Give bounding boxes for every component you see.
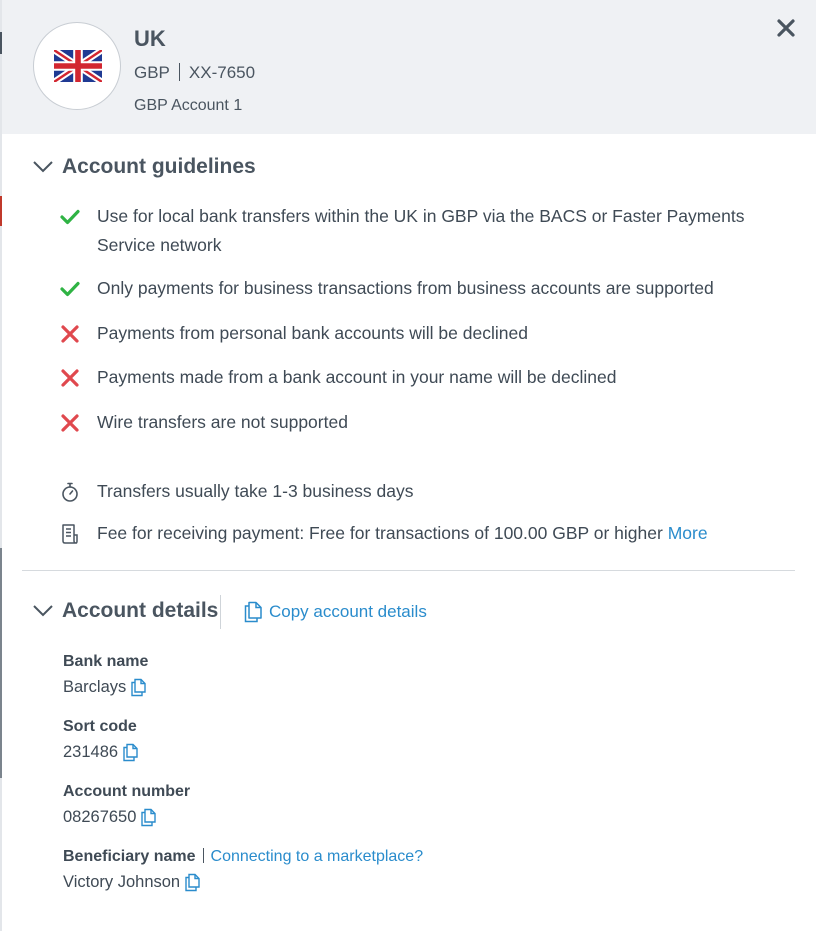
marketplace-link[interactable]: Connecting to a marketplace? [210, 848, 424, 865]
uk-flag-icon [54, 50, 102, 82]
fee-text-line [97, 519, 777, 548]
account-name: GBP Account 1 [134, 97, 243, 114]
check-icon [60, 274, 82, 303]
bank-name-row [63, 678, 147, 697]
fee-text: Fee for receiving payment: Free for transactions of 100.00 GBP or higher [97, 523, 663, 543]
fee-more-link[interactable]: More [667, 523, 708, 543]
copy-sort-code-icon[interactable] [122, 743, 139, 762]
cross-icon [60, 363, 82, 392]
chevron-down-icon [32, 604, 54, 618]
account-number-row [63, 808, 157, 827]
stopwatch-icon [60, 477, 82, 506]
bank-name-label: Bank name [63, 653, 149, 670]
sort-code-row [63, 743, 139, 762]
copy-account-details-label: Copy account details [269, 602, 427, 621]
separator [179, 63, 180, 81]
guideline-item [60, 319, 777, 348]
details-title: Account details [62, 599, 219, 622]
guideline-text: Only payments for business transactions from business accounts are supported [97, 278, 714, 298]
flag-badge [33, 22, 121, 110]
country-name: UK [134, 26, 166, 51]
close-button[interactable] [774, 16, 798, 40]
account-header [2, 0, 816, 134]
receipt-icon [60, 519, 82, 548]
bank-name-value: Barclays [63, 678, 127, 696]
cross-icon [60, 408, 82, 437]
beneficiary-label: Beneficiary name [63, 848, 196, 865]
copy-bank-name-icon[interactable] [130, 678, 147, 697]
copy-account-details-button[interactable] [220, 595, 427, 629]
beneficiary-value: Victory Johnson [63, 873, 181, 891]
sort-code-value: 231486 [63, 743, 119, 761]
masked-account-number: XX-7650 [188, 63, 256, 82]
currency-code: GBP [134, 63, 170, 82]
guideline-text: Wire transfers are not supported [97, 412, 348, 432]
transfer-time-text: Transfers usually take 1-3 business days [97, 481, 414, 501]
chevron-down-icon [32, 160, 54, 174]
edge-mark [0, 548, 2, 778]
beneficiary-label-row [63, 848, 423, 866]
left-edge [0, 0, 2, 931]
copy-account-number-icon[interactable] [140, 808, 157, 827]
account-number-label: Account number [63, 783, 191, 800]
copy-beneficiary-icon[interactable] [184, 873, 201, 892]
fee-item [60, 519, 777, 548]
guideline-item [60, 274, 777, 303]
guideline-item [60, 202, 777, 260]
guideline-item [60, 408, 777, 437]
account-number-value: 08267650 [63, 808, 137, 826]
section-divider [22, 570, 795, 571]
guideline-text: Payments made from a bank account in your name will be declined [97, 367, 617, 387]
guidelines-toggle[interactable] [32, 155, 256, 179]
close-icon [774, 16, 798, 40]
beneficiary-row [63, 873, 201, 892]
account-currency-line [134, 63, 255, 83]
details-toggle[interactable] [32, 599, 218, 623]
guidelines-title: Account guidelines [62, 155, 256, 178]
cross-icon [60, 319, 82, 348]
copy-icon [243, 601, 263, 623]
guideline-text: Use for local bank transfers within the UK in GBP via the BACS or Faster Payments Service network [97, 206, 745, 255]
sort-code-label: Sort code [63, 718, 137, 735]
edge-mark [0, 196, 2, 226]
guideline-text: Payments from personal bank accounts will be declined [97, 323, 528, 343]
guideline-item [60, 363, 777, 392]
check-icon [60, 202, 82, 231]
separator [203, 848, 204, 863]
transfer-time-item [60, 477, 777, 506]
